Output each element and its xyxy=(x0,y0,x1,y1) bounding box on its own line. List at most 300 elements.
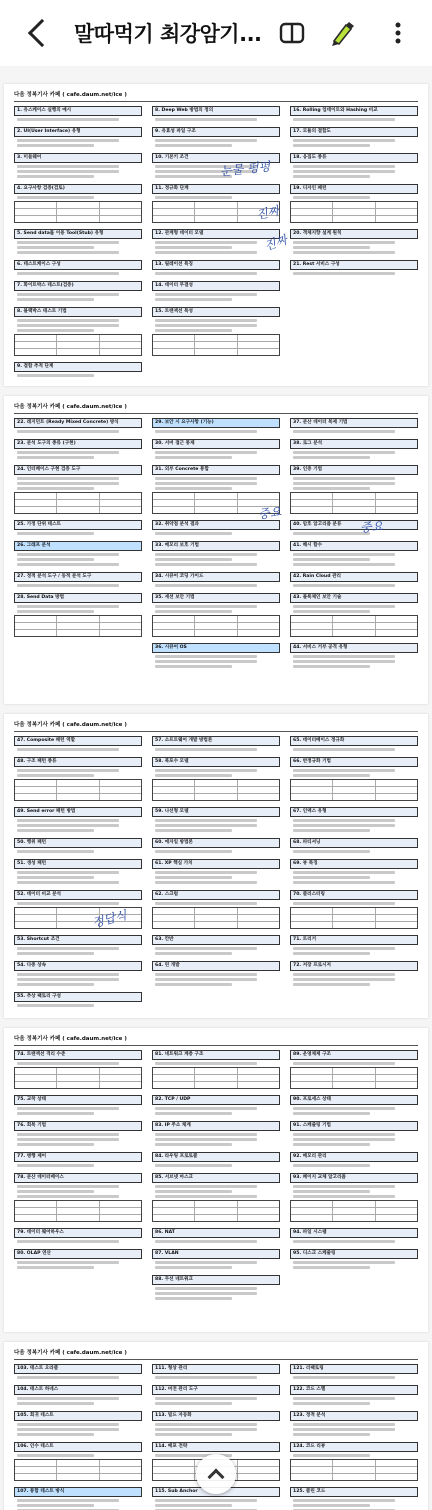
text-line xyxy=(155,324,257,327)
back-icon[interactable] xyxy=(28,19,56,47)
question-title: 65. 데이터베이스 정규화 xyxy=(290,736,418,746)
question-block xyxy=(152,106,280,121)
text-line xyxy=(155,246,232,249)
question-title: 85. 서브넷 마스크 xyxy=(152,1173,280,1183)
question-block xyxy=(290,1050,418,1089)
question-block xyxy=(152,1275,280,1300)
page-5-column-1 xyxy=(14,1364,142,1510)
text-line xyxy=(17,251,119,254)
text-line xyxy=(293,246,370,249)
text-line xyxy=(293,824,395,827)
question-block xyxy=(290,153,418,178)
question-title: 103. 테스트 오라클 xyxy=(14,1364,142,1374)
text-line xyxy=(155,973,257,976)
question-title: 88. 무선 네트워크 xyxy=(152,1275,280,1285)
text-line xyxy=(293,1185,395,1188)
question-title: 123. 정적 분석 xyxy=(290,1411,418,1421)
question-block xyxy=(152,643,280,668)
text-line xyxy=(17,1433,94,1436)
question-block xyxy=(14,541,142,566)
question-title: 28. Send Data 방법 xyxy=(14,593,142,603)
text-line xyxy=(293,241,395,244)
text-line xyxy=(17,553,119,556)
question-title: 72. 저장 프로시저 xyxy=(290,961,418,971)
text-line xyxy=(17,170,119,173)
question-title: 68. 파티셔닝 xyxy=(290,838,418,848)
text-line xyxy=(293,947,395,950)
text-line xyxy=(17,1376,119,1379)
question-block xyxy=(152,307,280,356)
text-line xyxy=(293,1133,395,1136)
document-viewer[interactable] xyxy=(0,66,432,1510)
text-line xyxy=(155,1143,232,1146)
question-block xyxy=(152,439,280,459)
page-header: 다음 정복기사 카페 ( cafe.daum.net/ice ) xyxy=(14,1036,127,1042)
text-line xyxy=(293,430,395,433)
text-line xyxy=(17,983,94,986)
question-title: 11. 정규화 단계 xyxy=(152,184,280,194)
question-title: 25. 가정 단위 테스트 xyxy=(14,520,142,530)
text-line xyxy=(17,1428,119,1431)
question-title: 111. 형상 관리 xyxy=(152,1364,280,1374)
pen-edit-icon[interactable] xyxy=(328,19,356,47)
question-block xyxy=(290,1364,418,1379)
question-title: 40. 암호 알고리즘 분류 xyxy=(290,520,418,530)
question-block xyxy=(14,153,142,178)
mini-table xyxy=(290,1459,418,1481)
header-divider xyxy=(14,731,418,732)
text-line xyxy=(293,660,395,663)
question-block xyxy=(14,992,142,1007)
text-line xyxy=(155,952,232,955)
text-line xyxy=(155,482,257,485)
book-icon[interactable] xyxy=(278,19,306,47)
text-line xyxy=(155,819,257,822)
text-line xyxy=(155,272,257,275)
question-block xyxy=(152,1095,280,1115)
text-line xyxy=(155,584,257,587)
question-block xyxy=(290,807,418,832)
text-line xyxy=(17,824,119,827)
text-line xyxy=(155,1261,257,1264)
question-title: 48. 구조 패턴 종류 xyxy=(14,757,142,767)
document-page-1 xyxy=(4,84,428,386)
page-3-column-3 xyxy=(290,736,418,992)
page-3-column-1 xyxy=(14,736,142,1013)
text-line xyxy=(155,947,257,950)
text-line xyxy=(293,1397,395,1400)
text-line xyxy=(293,655,395,658)
question-title: 76. 회복 기법 xyxy=(14,1121,142,1131)
question-title: 38. 로그 분석 xyxy=(290,439,418,449)
text-line xyxy=(155,1499,257,1502)
question-block xyxy=(152,593,280,637)
text-line xyxy=(155,1423,257,1426)
question-title: 10. 기본키 조건 xyxy=(152,153,280,163)
text-line xyxy=(293,558,370,561)
question-title: 114. 배포 전략 xyxy=(152,1442,280,1452)
question-block xyxy=(14,1228,142,1243)
text-line xyxy=(155,769,257,772)
text-line xyxy=(293,1266,370,1269)
page-1-column-3 xyxy=(290,106,418,281)
question-block xyxy=(290,1249,418,1269)
text-line xyxy=(155,1185,257,1188)
text-line xyxy=(17,819,119,822)
question-block xyxy=(152,260,280,275)
text-line xyxy=(17,973,119,976)
text-line xyxy=(293,978,395,981)
text-line xyxy=(17,1004,94,1007)
question-title: 27. 정적 분석 도구 / 동적 분석 도구 xyxy=(14,572,142,582)
question-title: 16. Rolling 업데이트와 Hashing 비교 xyxy=(290,106,418,116)
page-1-column-1 xyxy=(14,106,142,383)
text-line xyxy=(293,881,395,884)
text-line xyxy=(17,196,94,199)
text-line xyxy=(155,1240,257,1243)
text-line xyxy=(17,610,94,613)
question-title: 21. Rest 서비스 구성 xyxy=(290,260,418,270)
question-title: 106. 인수 테스트 xyxy=(14,1442,142,1452)
text-line xyxy=(17,1112,94,1115)
question-block xyxy=(14,106,142,121)
question-title: 121. 리팩토링 xyxy=(290,1364,418,1374)
text-line xyxy=(17,563,119,566)
question-block xyxy=(152,1228,280,1243)
text-line xyxy=(17,118,119,121)
question-title: 7. 화이트박스 테스트(검증) xyxy=(14,281,142,291)
question-block xyxy=(152,1173,280,1222)
question-title: 105. 회귀 테스트 xyxy=(14,1411,142,1421)
question-title: 43. 블록체인 보안 기술 xyxy=(290,593,418,603)
text-line xyxy=(293,1107,395,1110)
text-line xyxy=(155,605,257,608)
text-line xyxy=(155,881,257,884)
text-line xyxy=(155,774,232,777)
text-line xyxy=(17,1138,119,1141)
question-title: 29. 보안 시 요구사항 (기능) xyxy=(152,418,280,428)
text-line xyxy=(293,1190,370,1193)
text-line xyxy=(17,850,94,853)
question-title: 86. NAT xyxy=(152,1228,280,1238)
question-title: 78. 분산 데이터베이스 xyxy=(14,1173,142,1183)
text-line xyxy=(17,1190,94,1193)
text-line xyxy=(293,451,395,454)
question-block xyxy=(152,572,280,587)
text-line xyxy=(293,1423,395,1426)
text-line xyxy=(17,374,94,377)
text-line xyxy=(293,769,395,772)
text-line xyxy=(17,293,119,296)
text-line xyxy=(155,532,232,535)
text-line xyxy=(293,118,395,121)
question-block xyxy=(14,184,142,223)
text-line xyxy=(155,1266,232,1269)
mini-table xyxy=(152,907,280,929)
question-block xyxy=(152,281,280,301)
question-title: 23. 분석 도구의 종류 (구현) xyxy=(14,439,142,449)
text-line xyxy=(155,1433,232,1436)
text-line xyxy=(17,482,119,485)
question-block xyxy=(152,961,280,986)
header-divider xyxy=(14,413,418,414)
text-line xyxy=(293,819,395,822)
question-block xyxy=(290,593,418,637)
text-line xyxy=(17,1062,119,1065)
question-title: 63. 칸반 xyxy=(152,935,280,945)
question-block xyxy=(14,1050,142,1089)
question-block xyxy=(14,736,142,751)
question-block xyxy=(290,1095,418,1115)
question-block xyxy=(152,757,280,801)
mini-table xyxy=(14,334,142,356)
question-title: 52. 데이터 비교 분석 xyxy=(14,890,142,900)
question-title: 113. 빌드 자동화 xyxy=(152,1411,280,1421)
question-title: 26. 그래프 분석 xyxy=(14,541,142,551)
text-line xyxy=(17,1195,119,1198)
text-line xyxy=(155,451,257,454)
question-block xyxy=(290,890,418,929)
mini-table xyxy=(290,201,418,223)
question-title: 89. 운영체제 구조 xyxy=(290,1050,418,1060)
question-block xyxy=(14,593,142,637)
text-line xyxy=(155,983,232,986)
question-block xyxy=(152,1121,280,1146)
text-line xyxy=(293,1164,370,1167)
question-title: 6. 테스트케이스 구성 xyxy=(14,260,142,270)
question-title: 39. 인증 기법 xyxy=(290,465,418,475)
text-line xyxy=(293,144,370,147)
text-line xyxy=(293,876,370,879)
text-line xyxy=(17,558,94,561)
question-block xyxy=(14,1095,142,1115)
mini-table xyxy=(14,779,142,801)
question-block xyxy=(14,838,142,853)
question-title: 125. 클린 코드 xyxy=(290,1487,418,1497)
text-line xyxy=(17,871,119,874)
question-title: 91. 스케줄링 기법 xyxy=(290,1121,418,1131)
question-title: 81. 네트워크 계층 구조 xyxy=(152,1050,280,1060)
text-line xyxy=(155,563,257,566)
text-line xyxy=(155,430,257,433)
text-line xyxy=(293,553,395,556)
chevron-up-icon xyxy=(208,1469,225,1486)
question-title: 83. IP 주소 체계 xyxy=(152,1121,280,1131)
page-3-column-2 xyxy=(152,736,280,992)
mini-table xyxy=(290,1200,418,1222)
page-4-column-3 xyxy=(290,1050,418,1275)
question-title: 87. VLAN xyxy=(152,1249,280,1259)
question-block xyxy=(290,757,418,801)
question-title: 124. 코드 리뷰 xyxy=(290,1442,418,1452)
question-title: 79. 데이터 웨어하우스 xyxy=(14,1228,142,1238)
question-title: 12. 관계형 데이터 모델 xyxy=(152,229,280,239)
more-vert-icon[interactable] xyxy=(384,19,412,47)
text-line xyxy=(293,1433,370,1436)
text-line xyxy=(155,1112,232,1115)
question-title: 107. 통합 테스트 방식 xyxy=(14,1487,142,1497)
question-title: 122. 코드 스멜 xyxy=(290,1385,418,1395)
text-line xyxy=(17,829,94,832)
text-line xyxy=(155,871,257,874)
text-line xyxy=(17,272,119,275)
question-block xyxy=(290,229,418,254)
document-title: 말따먹기 최강암기... xyxy=(74,22,262,46)
question-title: 104. 테스트 하네스 xyxy=(14,1385,142,1395)
question-block xyxy=(14,307,142,356)
text-line xyxy=(293,665,370,668)
text-line xyxy=(293,774,370,777)
text-line xyxy=(293,1376,395,1379)
question-title: 20. 객체지향 설계 원칙 xyxy=(290,229,418,239)
text-line xyxy=(155,902,257,905)
question-title: 35. 세션 보안 기법 xyxy=(152,593,280,603)
question-title: 57. 소프트웨어 개발 방법론 xyxy=(152,736,280,746)
mini-table xyxy=(152,1067,280,1089)
document-page-2 xyxy=(4,396,428,704)
question-title: 1. 유스케이스 실행의 예시 xyxy=(14,106,142,116)
text-line xyxy=(155,329,232,332)
text-line xyxy=(155,1133,257,1136)
question-block xyxy=(14,961,142,986)
text-line xyxy=(155,558,232,561)
question-block xyxy=(290,1173,418,1222)
question-block xyxy=(152,736,280,751)
text-line xyxy=(17,584,119,587)
question-block xyxy=(290,1228,418,1243)
text-line xyxy=(17,246,94,249)
question-block xyxy=(290,838,418,853)
text-line xyxy=(17,319,119,322)
text-line xyxy=(17,947,119,950)
question-title: 82. TCP / UDP xyxy=(152,1095,280,1105)
text-line xyxy=(155,1062,257,1065)
text-line xyxy=(155,1402,232,1405)
mini-table xyxy=(14,1459,142,1481)
text-line xyxy=(155,978,257,981)
page-header: 다음 정복기사 카페 ( cafe.daum.net/ice ) xyxy=(14,1350,127,1356)
mini-table xyxy=(290,907,418,929)
header-divider xyxy=(14,101,418,102)
text-line xyxy=(293,196,370,199)
question-title: 93. 페이지 교체 알고리즘 xyxy=(290,1173,418,1183)
question-block xyxy=(14,1152,142,1167)
mini-table xyxy=(290,1067,418,1089)
text-line xyxy=(155,1504,232,1507)
text-line xyxy=(293,748,395,751)
text-line xyxy=(155,655,257,658)
question-block xyxy=(290,1442,418,1481)
text-line xyxy=(293,1402,370,1405)
text-line xyxy=(155,1195,257,1198)
mini-table xyxy=(152,779,280,801)
mini-table xyxy=(14,201,142,223)
question-title: 77. 병행 제어 xyxy=(14,1152,142,1162)
text-line xyxy=(155,487,232,490)
question-block xyxy=(14,229,142,254)
handwritten-note: 진짜 xyxy=(262,232,289,254)
text-line xyxy=(155,1107,257,1110)
question-title: 30. 서버 접근 통제 xyxy=(152,439,280,449)
text-line xyxy=(293,871,395,874)
header-divider xyxy=(14,1045,418,1046)
question-block xyxy=(14,1411,142,1436)
question-block xyxy=(290,935,418,955)
question-title: 115. Sub Anchor xyxy=(152,1487,280,1497)
text-line xyxy=(155,1287,257,1290)
question-block xyxy=(152,890,280,929)
text-line xyxy=(17,477,119,480)
question-block xyxy=(290,439,418,459)
question-block xyxy=(14,572,142,587)
text-line xyxy=(293,1261,395,1264)
text-line xyxy=(293,605,395,608)
question-title: 61. XP 핵심 가치 xyxy=(152,859,280,869)
text-line xyxy=(293,1454,370,1457)
question-title: 34. 시큐어 코딩 가이드 xyxy=(152,572,280,582)
question-title: 54. 다중 상속 xyxy=(14,961,142,971)
text-line xyxy=(293,477,395,480)
question-block xyxy=(14,1442,142,1481)
question-title: 22. 레지던트 (Ready Mixed Concrete) 방식 xyxy=(14,418,142,428)
document-page-4 xyxy=(4,1028,428,1332)
question-title: 3. 미들웨어 xyxy=(14,153,142,163)
text-line xyxy=(17,298,94,301)
question-block xyxy=(290,1121,418,1146)
text-line xyxy=(17,1164,94,1167)
text-line xyxy=(293,456,370,459)
question-block xyxy=(14,465,142,514)
text-line xyxy=(17,1240,119,1243)
scroll-to-top-button[interactable] xyxy=(196,1454,236,1494)
question-title: 53. Shortcut 조건 xyxy=(14,935,142,945)
question-title: 94. 파일 시스템 xyxy=(290,1228,418,1238)
text-line xyxy=(155,251,257,254)
mini-table xyxy=(152,615,280,637)
page-4-column-1 xyxy=(14,1050,142,1275)
question-block xyxy=(290,184,418,223)
mini-table xyxy=(290,615,418,637)
question-title: 62. 스크럼 xyxy=(152,890,280,900)
text-line xyxy=(17,876,94,879)
text-line xyxy=(293,165,395,168)
page-2-column-3 xyxy=(290,418,418,674)
text-line xyxy=(155,1292,257,1295)
text-line xyxy=(293,482,395,485)
mini-table xyxy=(290,492,418,514)
question-block xyxy=(14,1173,142,1222)
question-title: 37. 분산 데이터 복제 기법 xyxy=(290,418,418,428)
question-block xyxy=(152,935,280,955)
question-title: 84. 라우팅 프로토콜 xyxy=(152,1152,280,1162)
text-line xyxy=(155,829,232,832)
text-line xyxy=(155,1376,257,1379)
question-title: 60. 애자일 방법론 xyxy=(152,838,280,848)
text-line xyxy=(155,665,232,668)
question-block xyxy=(152,1050,280,1089)
text-line xyxy=(155,876,232,879)
question-block xyxy=(290,1385,418,1405)
question-block xyxy=(290,736,418,751)
text-line xyxy=(293,1240,395,1243)
text-line xyxy=(155,456,232,459)
text-line xyxy=(293,850,370,853)
question-block xyxy=(14,362,142,377)
question-block xyxy=(290,418,418,433)
text-line xyxy=(17,487,94,490)
mini-table xyxy=(14,492,142,514)
question-block xyxy=(14,260,142,275)
